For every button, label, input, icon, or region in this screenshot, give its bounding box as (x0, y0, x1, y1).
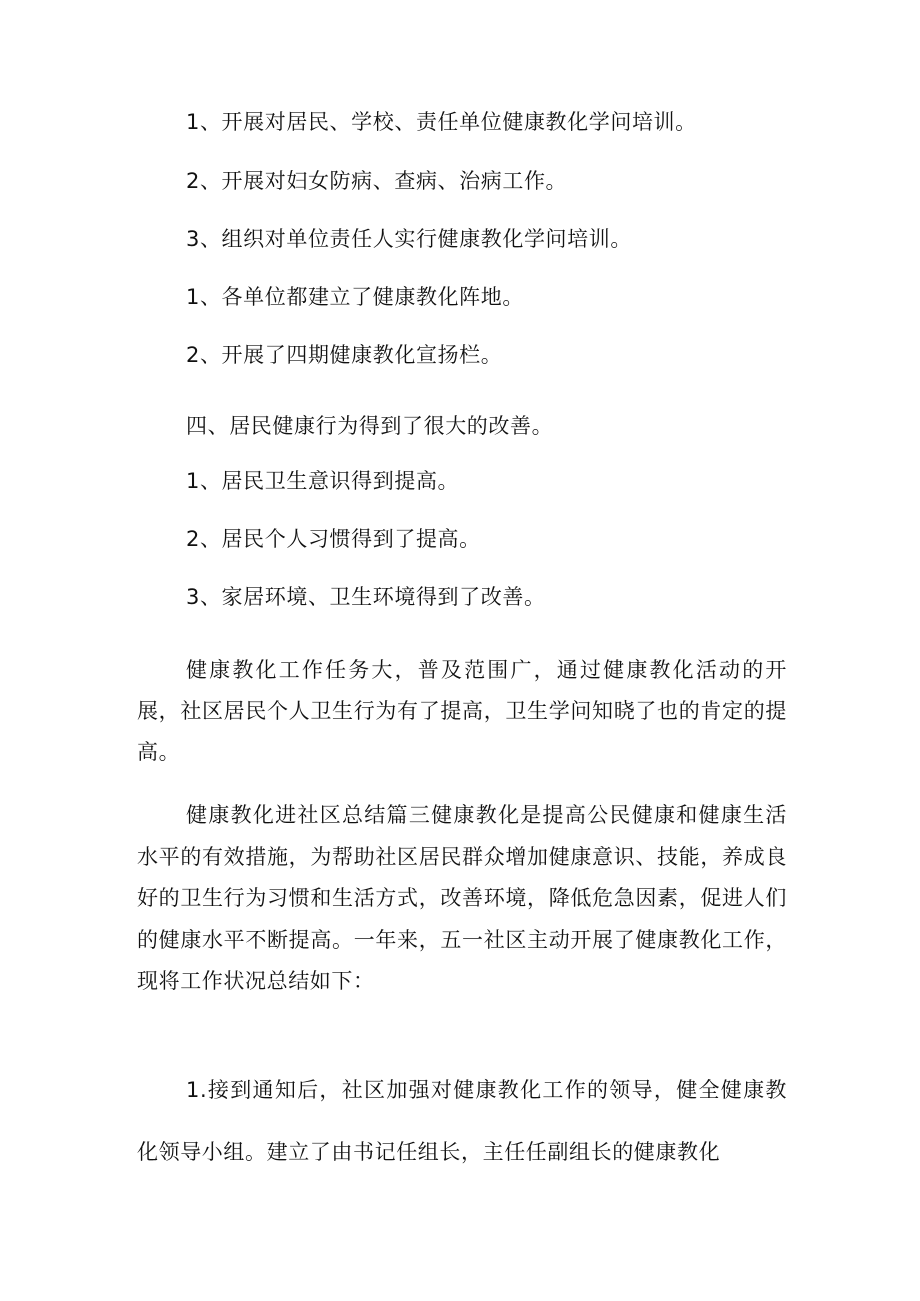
list-item: 1、开展对居民、学校、责任单位健康教化学问培训。 (186, 110, 697, 134)
list-item: 3、组织对单位责任人实行健康教化学问培训。 (186, 227, 632, 251)
body-paragraph: 1.接到通知后，社区加强对健康教化工作的领导，健全健康教化领导小组。建立了由书记任组长，主任任副组长的健康教化 (137, 1078, 787, 1164)
section-heading: 四、居民健康行为得到了很大的改善。 (186, 414, 554, 438)
list-item: 1、各单位都建立了健康教化阵地。 (186, 285, 524, 309)
list-item: 1、居民卫生意识得到提高。 (186, 469, 460, 493)
body-paragraph: 健康教化进社区总结篇三健康教化是提高公民健康和健康生活水平的有效措施，为帮助社区居民群众增加健康意识、技能，养成良好的卫生行为习惯和生活方式，改善环境，降低危急因素，促进人们的健康水平不断提高。一年来，五一社区主动开展了健康教化工作，现将工作状况总结如下： (137, 803, 787, 993)
body-paragraph: 健康教化工作任务大，普及范围广，通过健康教化活动的开展，社区居民个人卫生行为有了提高，卫生学问知晓了也的肯定的提高。 (137, 658, 787, 764)
list-item: 2、居民个人习惯得到了提高。 (186, 527, 481, 551)
list-item: 2、开展对妇女防病、查病、治病工作。 (186, 169, 568, 193)
list-item: 3、家居环境、卫生环境得到了改善。 (186, 585, 546, 609)
list-item: 2、开展了四期健康教化宣扬栏。 (186, 343, 503, 367)
